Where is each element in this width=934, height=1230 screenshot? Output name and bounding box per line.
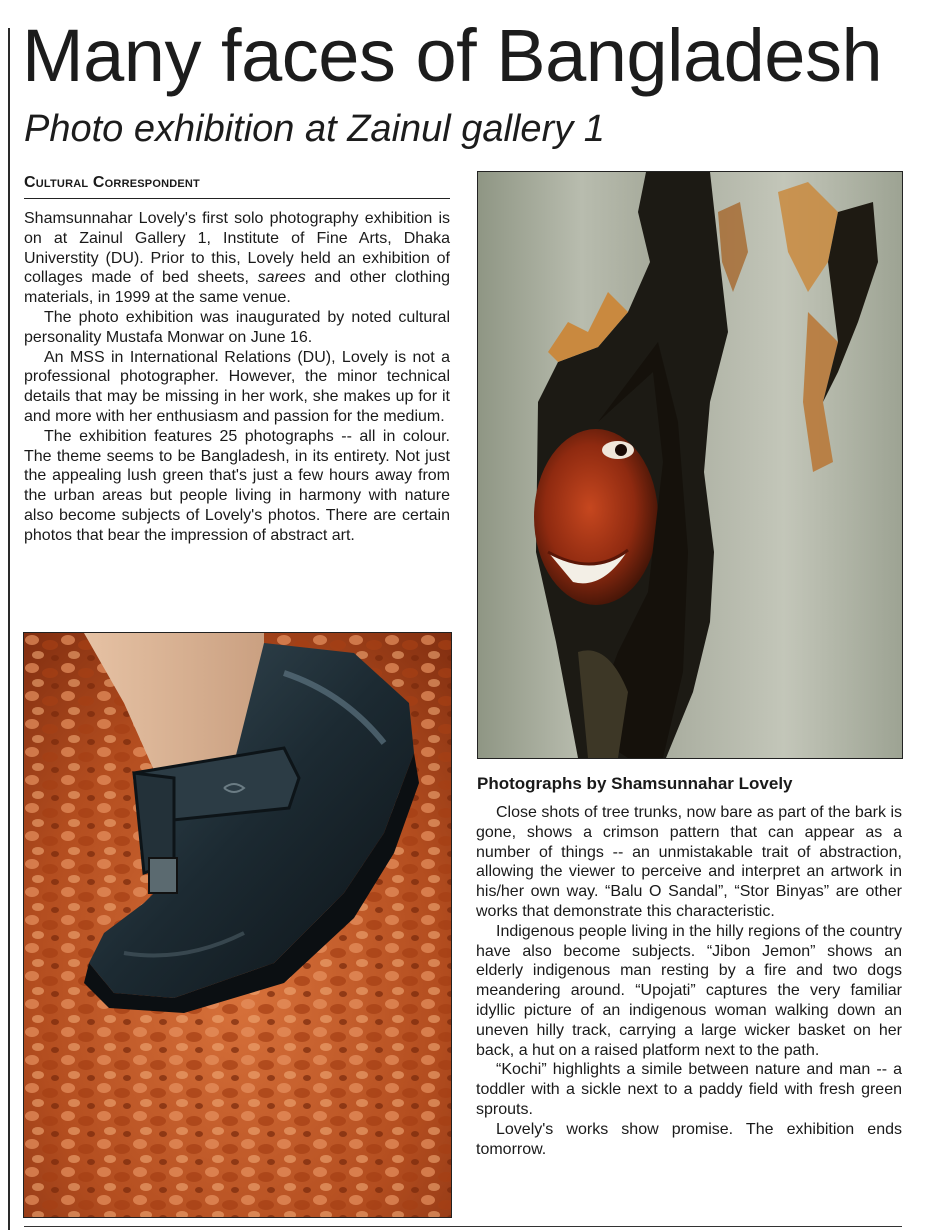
article-body-left: [24, 209, 450, 546]
byline: Cultural Correspondent: [24, 172, 450, 199]
article-body-right: [476, 803, 902, 1159]
headline: Many faces of Bangladesh: [22, 14, 883, 97]
paragraph-2: The photo exhibition was inaugurated by noted cultural personality Mustafa Monwar on June 16.: [24, 308, 450, 346]
face-photo-illustration: [478, 172, 902, 758]
paragraph-7: “Kochi” highlights a simile between nature and man -- a toddler with a sickle next to a paddy field with fresh green sprouts.: [476, 1061, 902, 1118]
left-margin-rule: [8, 28, 10, 1230]
photo-credit-caption: Photographs by Shamsunnahar Lovely: [477, 774, 793, 793]
paragraph-1-text-a: Shamsunnahar Lovely's first solo photography exhibition is on at Zainul Gallery 1, Institute of Fine Arts, Dhaka Universtity (DU). Prior to this, Lovely held an exhibition of collages made of bed sheets,: [24, 210, 450, 287]
paragraph-4: The exhibition features 25 photographs -- all in colour. The theme seems to be Bangladesh, in its entirety. Not just the appealing lush green that's just a few hours away from the urban areas but people living in harmony with nature also become subjects of Lovely's photos. There are certain photos that bear the impression of abstract art.: [24, 427, 450, 544]
photo-face-in-tree-bark: [477, 171, 903, 759]
paragraph-5: Close shots of tree trunks, now bare as part of the bark is gone, shows a crimson pattern that can appear as a number of things -- an unmistakable trait of abstraction, allowing the viewer to perceive and interpret an artwork in his/her own way. “Balu O Sandal”, “Stor Binyas” are other works that demonstrate this characteristic.: [476, 804, 902, 920]
paragraph-8: Lovely's works show promise. The exhibition ends tomorrow.: [476, 1120, 902, 1158]
sarees-italic: sarees: [257, 269, 306, 287]
photo-sandal-on-gravel: [23, 632, 452, 1218]
paragraph-3: An MSS in International Relations (DU), Lovely is not a professional photographer. However, the minor technical details that may be missing in her work, she makes up for it and more with her enthusiasm and passion for the medium.: [24, 348, 450, 425]
bottom-rule: [24, 1226, 902, 1227]
paragraph-6: Indigenous people living in the hilly regions of the country have also become subjects. “Jibon Jemon” shows an elderly indigenous man resting by a fire and two dogs meandering around. “Upojati” captures the very familiar idyllic picture of an indigenous woman walking down an uneven hilly track, carrying a large wicker basket on her back, a hut on a raised platform next to the path.: [476, 922, 902, 1059]
subheadline: Photo exhibition at Zainul gallery 1: [24, 108, 605, 150]
sandal-photo-illustration: [24, 633, 451, 1217]
paragraph-1-text-b: and other clothing materials, in 1999 at the same venue.: [24, 269, 451, 307]
paragraph-1: [24, 209, 450, 308]
